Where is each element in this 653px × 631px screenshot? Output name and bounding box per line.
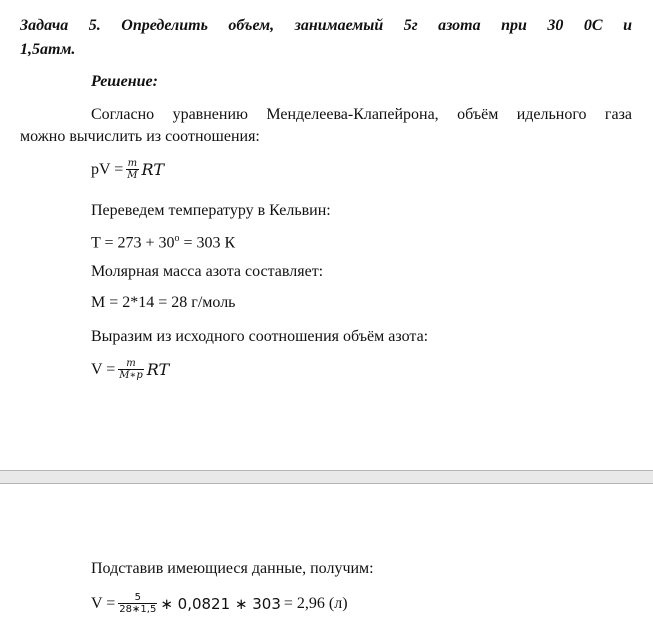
molar-mass-text: Молярная масса азота составляет:: [91, 263, 324, 280]
temp-after: = 303 К: [179, 234, 236, 252]
formula3-fraction: [118, 592, 157, 615]
formula3-result: = 2,96 (л): [283, 594, 348, 612]
degree-mark: o: [174, 233, 180, 244]
task-title-line-1: Задача 5. Определить объем, занимаемый 5г азота при 30 0С и: [20, 17, 632, 34]
temperature-equation: [91, 233, 235, 252]
document-page-2: [0, 484, 653, 631]
result-formula: [91, 592, 348, 615]
formula2-tail: RT: [146, 360, 170, 379]
formula3-lhs: V =: [91, 594, 116, 612]
page-separator: [0, 470, 653, 484]
express-volume-text: Выразим из исходного соотношения объём азота:: [91, 328, 429, 345]
formula3-middle: ∗ 0,0821 ∗ 303: [160, 594, 281, 613]
formula2-fraction: [118, 358, 143, 381]
temp-before: T = 273 + 30: [91, 234, 175, 252]
formula1-tail: RT: [141, 160, 164, 179]
formula2-lhs: V =: [91, 360, 116, 378]
formula1-lhs: pV =: [91, 160, 124, 178]
formula1-numerator: m: [127, 158, 138, 169]
intro-line-1: Согласно уравнению Менделеева-Клапейрона, объём идельного газа: [91, 106, 632, 123]
formula1-denominator: M: [127, 170, 138, 181]
molar-mass-equation: M = 2*14 = 28 г/моль: [91, 294, 236, 311]
formula3-numerator: 5: [134, 592, 141, 603]
task-title: [20, 14, 632, 62]
formula1-fraction: [126, 158, 138, 181]
volume-formula: [91, 358, 169, 381]
formula2-numerator: m: [126, 358, 136, 369]
formula3-denominator: 28∗1,5: [119, 604, 157, 615]
ideal-gas-formula: [91, 158, 164, 181]
formula2-denominator: M∗p: [119, 370, 143, 381]
substitute-text: Подставив имеющиеся данные, получим:: [91, 560, 374, 577]
solution-heading: Решение:: [91, 73, 158, 90]
kelvin-text: Переведем температуру в Кельвин:: [91, 202, 331, 219]
task-title-line-2: 1,5атм.: [20, 41, 76, 58]
intro-paragraph: [20, 104, 632, 148]
intro-line-2: можно вычислить из соотношения:: [20, 128, 260, 145]
